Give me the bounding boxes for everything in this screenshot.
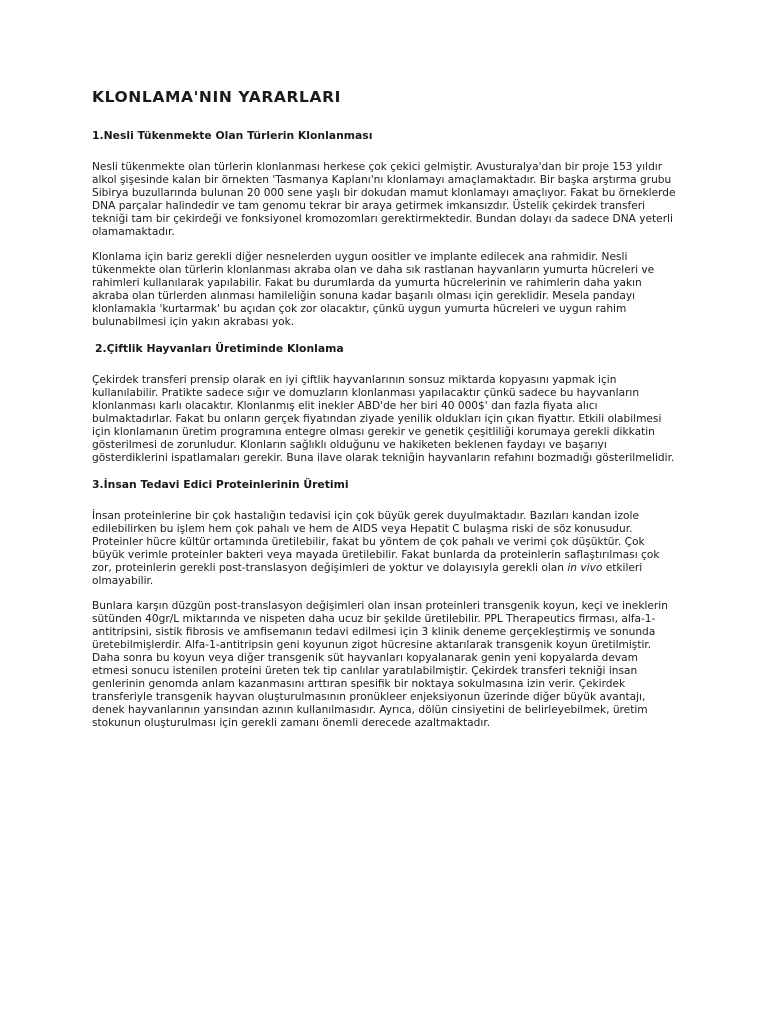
- paragraph-1-2: Klonlama için bariz gerekli diğer nesnelerden uygun oositler ve implante edilecek ana rahmidir. Nesli tükenmekte olan türlerin klonlanması akraba olan ve daha sık rastlanan hayvanların yumurta hücreleri ve rahimleri kullanılarak yapılabilir. Fakat bu durumlarda da yumurta hücrelerinin ve rahimlerin daha yakın akraba olan türlerden alınması hamileliğin sonuna kadar başarılı olması için gereklidir. Mesela pandayı klonlamakla 'kurtarmak' bu açıdan çok zor olacaktır, çünkü uygun yumurta hücreleri ve uygun rahim bulunabilmesi için yakın akrabası yok.: [92, 251, 655, 328]
- section-heading-1: 1.Nesli Tükenmekte Olan Türlerin Klonlanması: [92, 129, 373, 142]
- section-heading-2: 2.Çiftlik Hayvanları Üretiminde Klonlama: [95, 342, 344, 355]
- section-2: [92, 341, 676, 465]
- document-title: KLONLAMA'NIN YARARLARI: [92, 88, 342, 106]
- paragraph-2-1: Çekirdek transferi prensip olarak en iyi çiftlik hayvanlarının sonsuz miktarda kopyasını yapmak için kullanılabilir. Pratikte sadece sığır ve domuzların klonlanması yapılacaktır çünkü sadece bu hayvanların klonlanması karlı olacaktır. Klonlanmış elit inekler ABD'de her biri 40 000$' dan fazla fiyata alıcı bulmaktadırlar. Fakat bu onların gerçek fiyatından ziyade yenilik oldukları için çıkan fiyattır. Etkili olabilmesi için klonlamanın üretim programına entegre olması gerekir ve genetik çeşitliliği korumaya gerekli dikkatin gösterilmesi de zorunludur. Klonların sağlıklı olduğunu ve hakiketen beklenen faydayı ve başarıyı gösterdiklerini ispatlamaları gerekir. Buna ilave olarak tekniğin hayvanların refahını bozmadığı gösterilmelidir.: [92, 374, 675, 464]
- paragraph-3-1: [92, 510, 676, 588]
- section-heading-3: 3.İnsan Tedavi Edici Proteinlerinin Üretimi: [92, 478, 349, 491]
- document-page: [92, 86, 676, 742]
- paragraph-3-1-tail: etkileri olmayabilir.: [92, 562, 643, 587]
- paragraph-1-1: Nesli tükenmekte olan türlerin klonlanması herkese çok çekici gelmiştir. Avusturalya'dan bir proje 153 yıldır alkol şişesinde kalan bir örnekten 'Tasmanya Kaplanı'nı klonlamayı amaçlamaktadır. Bir başka arştırma grubu Sibirya buzullarında bulunan 20 000 sene yaşlı bir dokudan mamut klonlamayı amaçlıyor. Fakat bu örneklerde DNA parçalar halindedir ve tam genomu tekrar bir araya getirmek imkansızdır. Üstelik çekirdek transferi tekniği tam bir çekirdeği ve fonksiyonel kromozomları gerektirmektedir. Bundan dolayı da sadece DNA yeterli olamamaktadır.: [92, 161, 676, 238]
- section-3: [92, 477, 676, 730]
- section-1: [92, 128, 676, 329]
- italic-in-vivo: in vivo: [567, 562, 603, 574]
- paragraph-3-1-text: İnsan proteinlerine bir çok hastalığın tedavisi için çok büyük gerek duyulmaktadır. Bazıları kandan izole edilebilirken bu işlem hem çok pahalı ve hem de AIDS veya Hepatit C bulaşma riski de söz konusudur. Proteinler hücre kültür ortamında üretilebilir, fakat bu yöntem de çok pahalı ve verimi çok düşüktür. Çok büyük verimle proteinler bakteri veya mayada üretilebilir. Fakat bunlarda da proteinlerin saflaştırılması çok zor, proteinlerin gerekli post-translasyon değişimleri de yoktur ve dolayısıyla gerekli olan: [92, 510, 660, 574]
- paragraph-3-2: Bunlara karşın düzgün post-translasyon değişimleri olan insan proteinleri transgenik koyun, keçi ve ineklerin sütünden 40gr/L miktarında ve nispeten daha ucuz bir şekilde üretilebilir. PPL Therapeutics firması, alfa-1-antitripsini, sistik fibrosis ve amfisemanın tedavi edilmesi için 3 klinik deneme gerçekleştirmiş ve sonunda üretebilmişlerdir. Alfa-1-antitripsin geni koyunun zigot hücresine aktarılarak transgenik koyun üretilmiştir. Daha sonra bu koyun veya diğer transgenik süt hayvanları kopyalanarak genin yeni kopyalarda devam etmesi sonucu istenilen proteini üreten tek tip canlılar yaratılabilmiştir. Çekirdek transferi tekniği insan genlerinin genomda anlam kazanmasını arttıran spesifik bir noktaya sokulmasına izin verir. Çekirdek transferiyle transgenik hayvan oluşturulmasının pronükleer enjeksiyonun üzerinde diğer büyük avantajı, denek hayvanlarının yarısından azının kullanılmasıdır. Ayrıca, dölün cinsiyetini de belirleyebilmek, üretim stokunun oluşturulması için gerekli zamanı önemli derecede azaltmaktadır.: [92, 600, 668, 729]
